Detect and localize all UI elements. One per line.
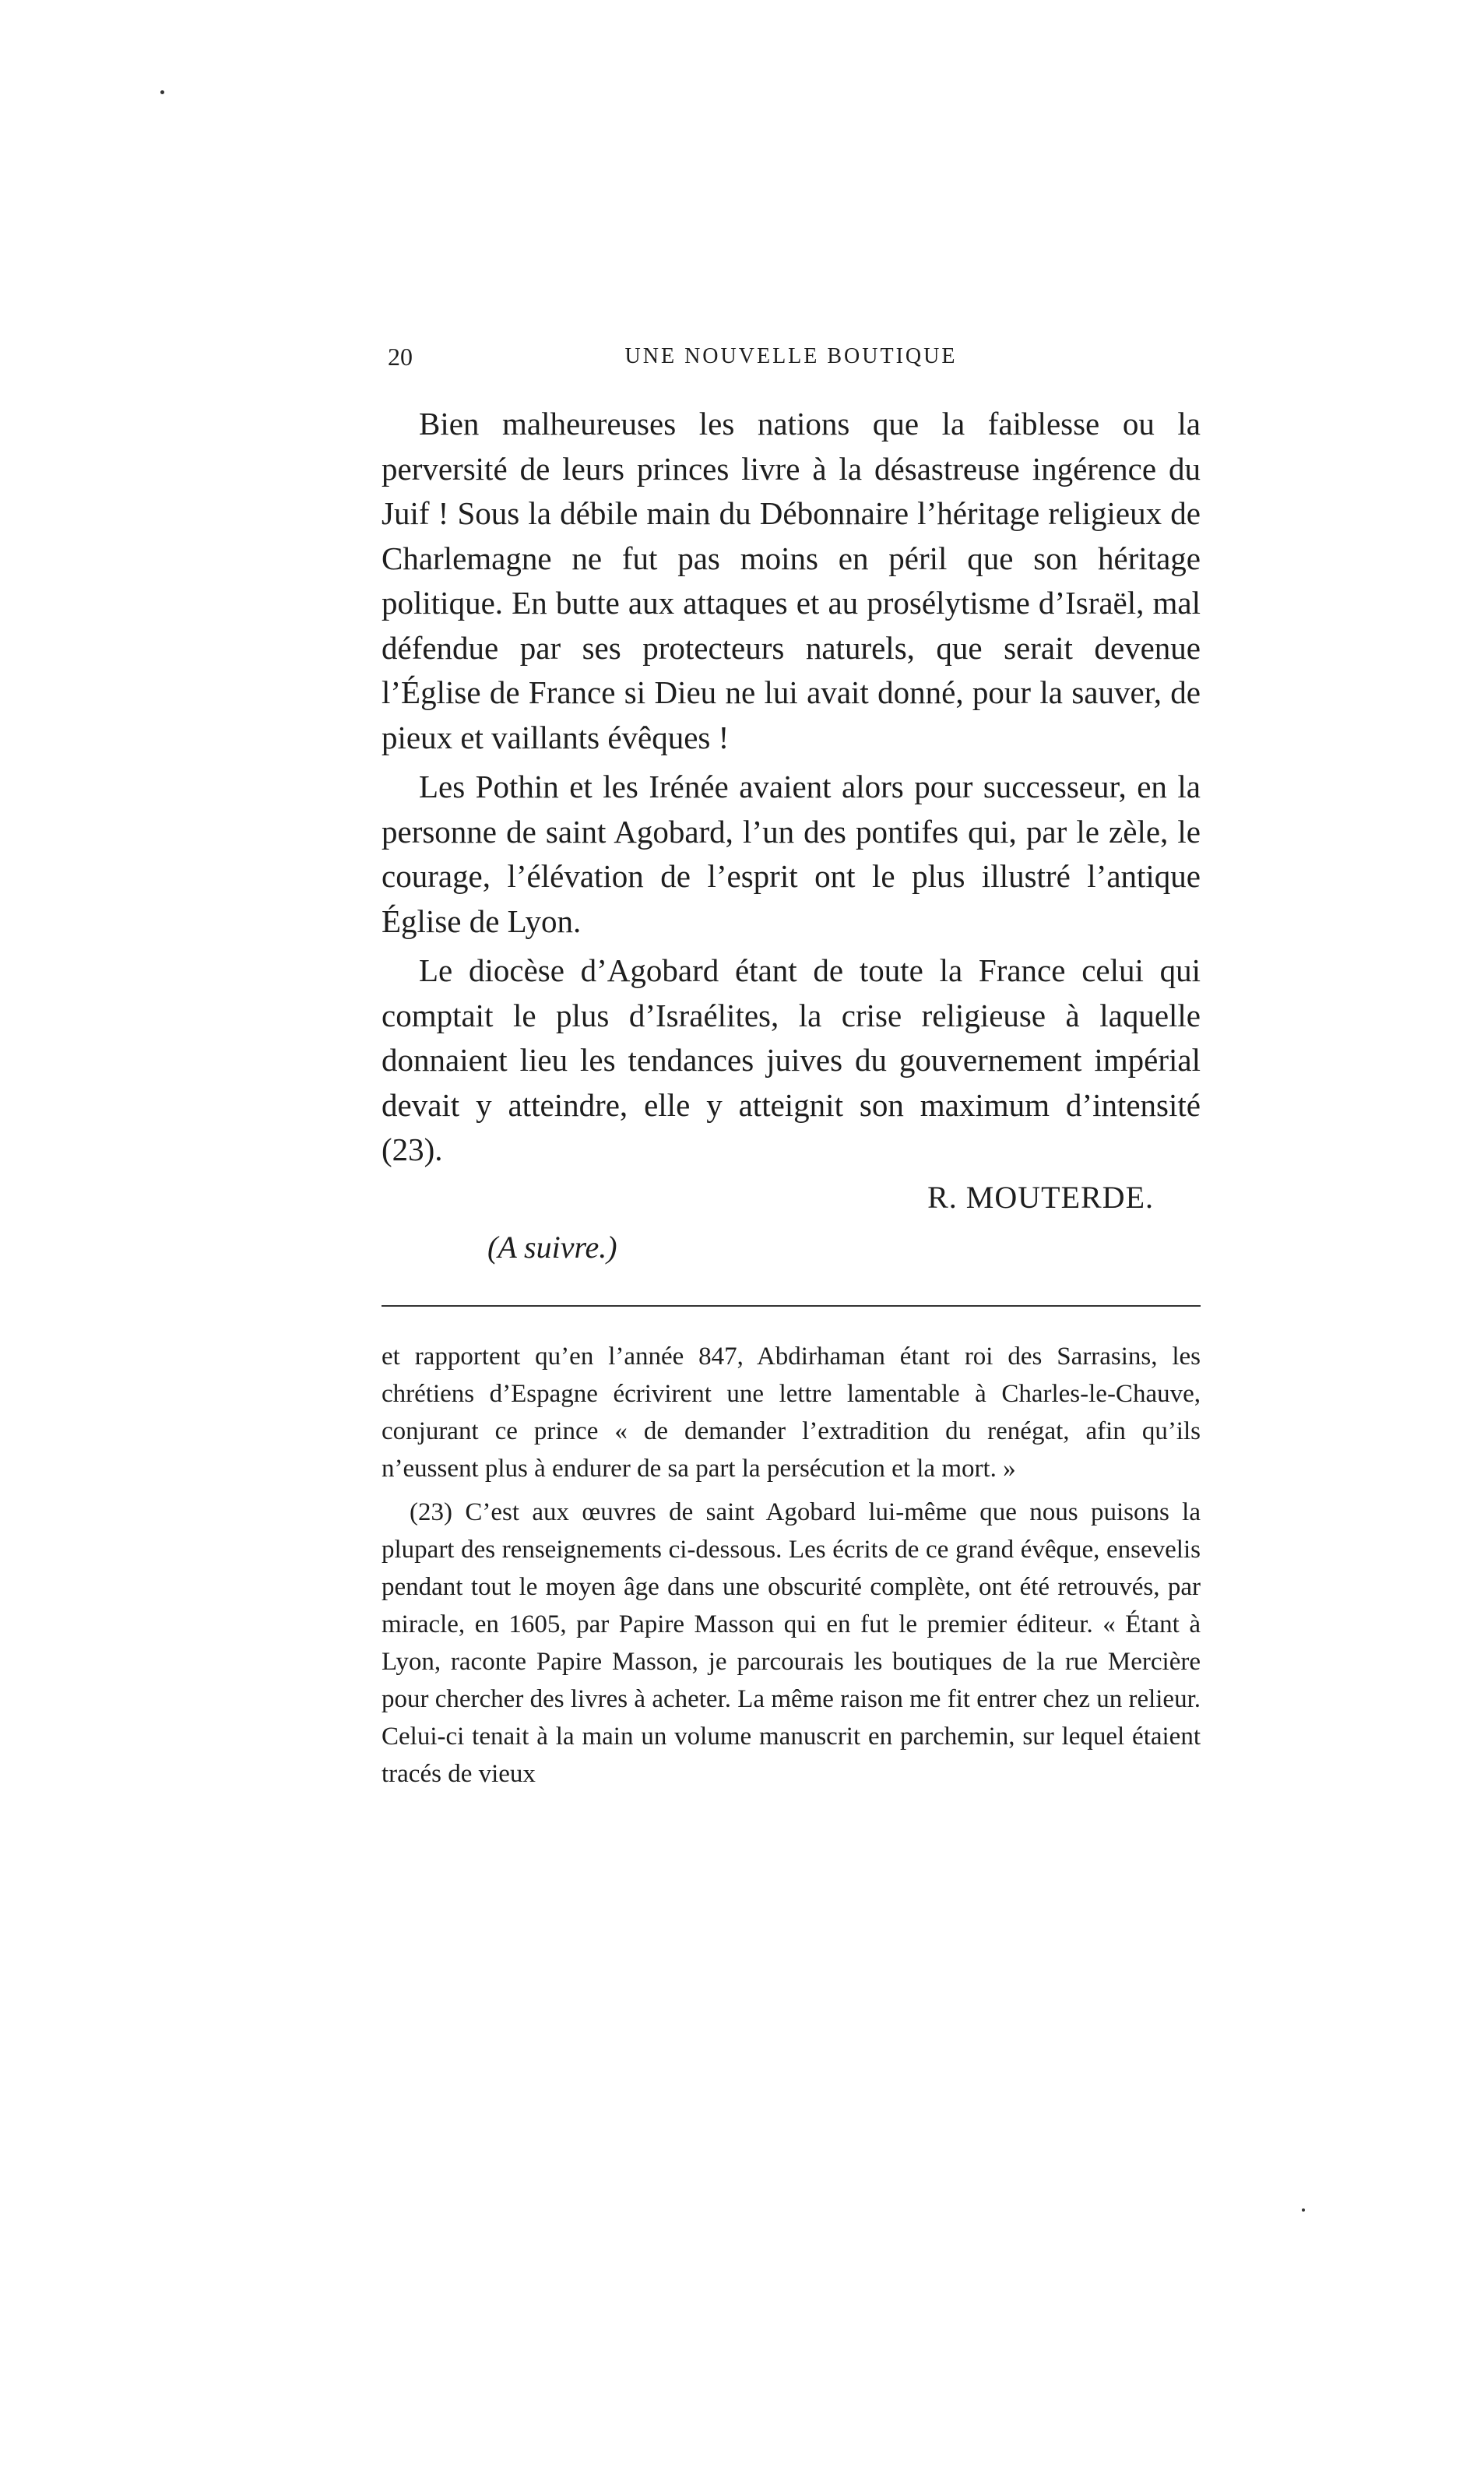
body-paragraph: Le diocèse d’Agobard étant de toute la France celui qui comptait le plus d’Israélites, la crise religieuse à laquelle donnaient lieu les tendances juives du gouvernement impérial devait y atteindre, elle y atteignit son maximum d’intensité (23). xyxy=(382,952,1201,1167)
footnote-23: (23) C’est aux œuvres de saint Agobard lui-même que nous puisons la plupart des renseignements ci-dessous. Les écrits de ce grand évêque, ensevelis pendant tout le moyen âge dans une obscurité complète, ont été retrouvés, par miracle, en 1605, par Papire Masson qui en fut le premier éditeur. « Étant à Lyon, raconte Papire Masson, je parcourais les boutiques de la rue Mercière pour chercher des livres à acheter. La même raison me fit entrer chez un relieur. Celui-ci tenait à la main un volume manuscrit en parchemin, sur lequel étaient tracés de vieux xyxy=(382,1497,1201,1788)
body-text xyxy=(382,402,1201,1173)
running-title: UNE NOUVELLE BOUTIQUE xyxy=(624,344,958,368)
page-content xyxy=(382,343,1201,1799)
footnotes xyxy=(382,1338,1201,1793)
footnote-continuation: et rapportent qu’en l’année 847, Abdirhaman étant roi des Sarrasins, les chrétiens d’Espagne écrivirent une lettre lamentable à Charles-le-Chauve, conjurant ce prince « de demander l’extradition du renégat, afin qu’ils n’eussent plus à endurer de sa part la persécution et la mort. » xyxy=(382,1342,1201,1483)
running-head xyxy=(382,343,1201,377)
ink-speck xyxy=(160,90,164,94)
body-paragraph: Les Pothin et les Irénée avaient alors pour successeur, en la personne de saint Agobard, l’un des pontifes qui, par le zèle, le courage, l’élévation de l’esprit ont le plus illustré l’antique Église de Lyon. xyxy=(382,769,1201,939)
author-signature: R. MOUTERDE. xyxy=(927,1179,1154,1215)
ink-speck xyxy=(1302,2208,1305,2212)
to-be-continued: (A suivre.) xyxy=(487,1229,617,1265)
signature-block xyxy=(382,1179,1201,1272)
footnote-separator xyxy=(382,1305,1201,1307)
page-number: 20 xyxy=(388,343,413,371)
body-paragraph: Bien malheureuses les nations que la faiblesse ou la perversité de leurs princes livre à la désastreuse ingérence du Juif ! Sous la débile main du Débonnaire l’héritage religieux de Charlemagne ne fut pas moins en péril que son héritage politique. En butte aux attaques et au prosélytisme d’Israël, mal défendue par ses protecteurs naturels, que serait devenue l’Église de France si Dieu ne lui avait donné, pour la sauver, de pieux et vaillants évêques ! xyxy=(382,406,1201,755)
